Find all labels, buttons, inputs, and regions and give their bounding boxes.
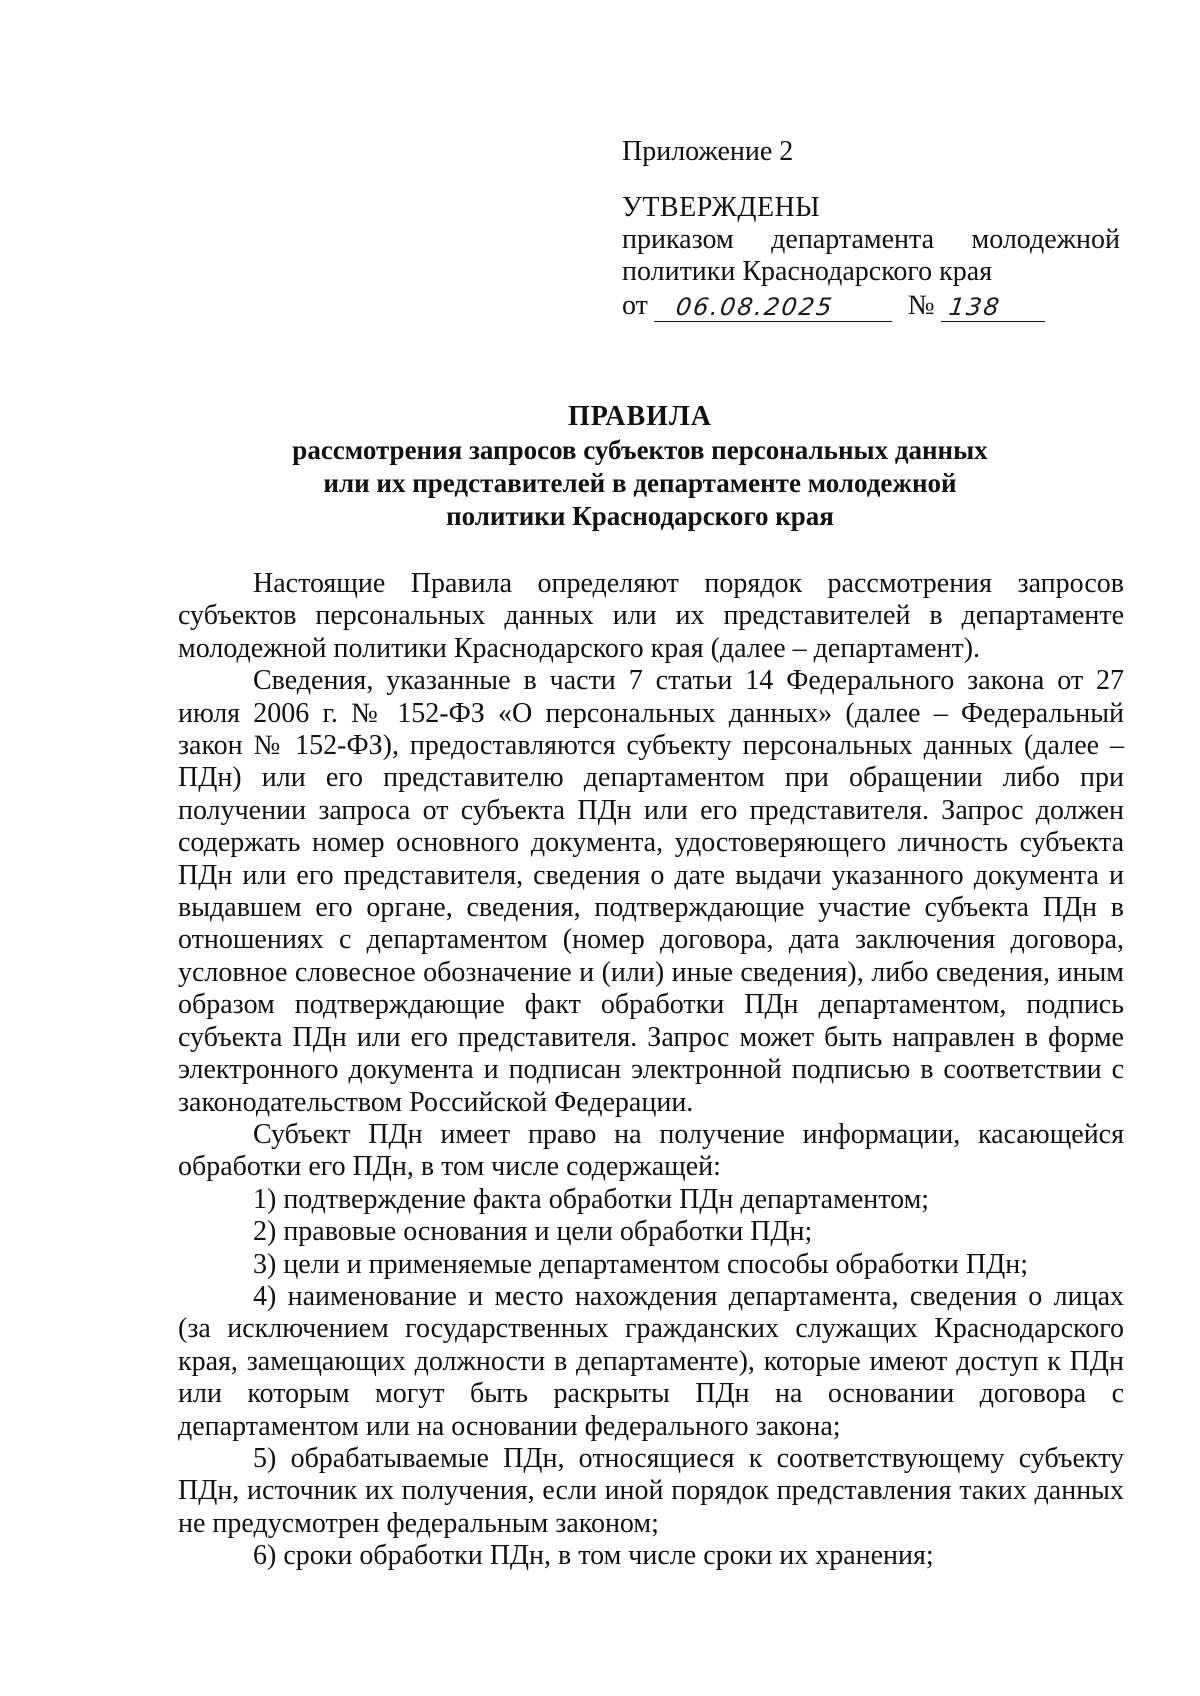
title-main: ПРАВИЛА — [567, 401, 713, 432]
list-item-2: 2) правовые основания и цели обработки ПДн; — [253, 1216, 813, 1248]
document-title — [160, 400, 1120, 533]
title-line-3: политики Краснодарского края — [446, 501, 834, 531]
title-line-1: рассмотрения запросов субъектов персональных данных — [292, 435, 988, 465]
handwritten-number: 138 — [941, 293, 1049, 322]
document-body — [178, 568, 1124, 1573]
paragraph-rights: Субъект ПДн имеет право на получение информации, касающейся обработки его ПДн, в том числе содержащей: — [178, 1118, 1124, 1183]
list-item-6: 6) сроки обработки ПДн, в том числе сроки их хранения; — [253, 1540, 934, 1572]
order-line-2: политики Краснодарского края — [622, 256, 993, 287]
paragraph-intro: Настоящие Правила определяют порядок рассмотрения запросов субъектов персональных данных или их представителей в департаменте молодежной политики Краснодарского края (далее – департамент). — [178, 568, 1124, 664]
list-item-5: 5) обрабатываемые ПДн, относящиеся к соответствующему субъекту ПДн, источник их получения, если иной порядок представления таких данных не предусмотрен федеральным законом; — [178, 1442, 1124, 1539]
approved-heading: УТВЕРЖДЕНЫ — [622, 192, 821, 223]
date-label: от — [622, 290, 648, 321]
order-line-1: приказом департамента молодежной — [622, 224, 1120, 255]
list-item-4: 4) наименование и место нахождения департамента, сведения о лицах (за исключением государственных гражданских служащих Краснодарского края, замещающих должности в департаменте), которые имеют доступ к ПДн или которым могут быть раскрыты ПДн на основании договора с департаментом или на основании федерального закона; — [178, 1280, 1124, 1442]
date-number-row — [622, 288, 1120, 322]
title-line-2: или их представителей в департаменте молодежной — [323, 468, 957, 498]
appendix-label: Приложение 2 — [622, 136, 794, 167]
list-item-1: 1) подтверждение факта обработки ПДн департаментом; — [253, 1183, 930, 1215]
paragraph-information: Сведения, указанные в части 7 статьи 14 Федерального закона от 27 июля 2006 г. № 152-ФЗ «О персональных данных» (далее – Федеральный закон № 152-ФЗ), предоставляются субъекту персональных данных (далее – ПДн) или его представителю департаментом при обращении либо при получении запроса от субъекта ПДн или его представителя. Запрос должен содержать номер основного документа, удостоверяющего личность субъекта ПДн или его представителя, сведения о дате выдачи указанного документа и выдавшем его органе, сведения, подтверждающие участие субъекта ПДн в отношениях с департаментом (номер договора, дата заключения договора, условное словесное обозначение и (или) иные сведения), либо сведения, иным образом подтверждающие факт обработки ПДн департаментом, подпись субъекта ПДн или его представителя. Запрос может быть направлен в форме электронного документа и подписан электронной подписью в соответствии с законодательством Российской Федерации. — [178, 665, 1124, 1118]
list-item-3: 3) цели и применяемые департаментом способы обработки ПДн; — [253, 1248, 1029, 1280]
approval-block — [622, 136, 1120, 322]
handwritten-date: 06.08.2025 — [654, 293, 896, 322]
number-label: № — [907, 290, 935, 321]
